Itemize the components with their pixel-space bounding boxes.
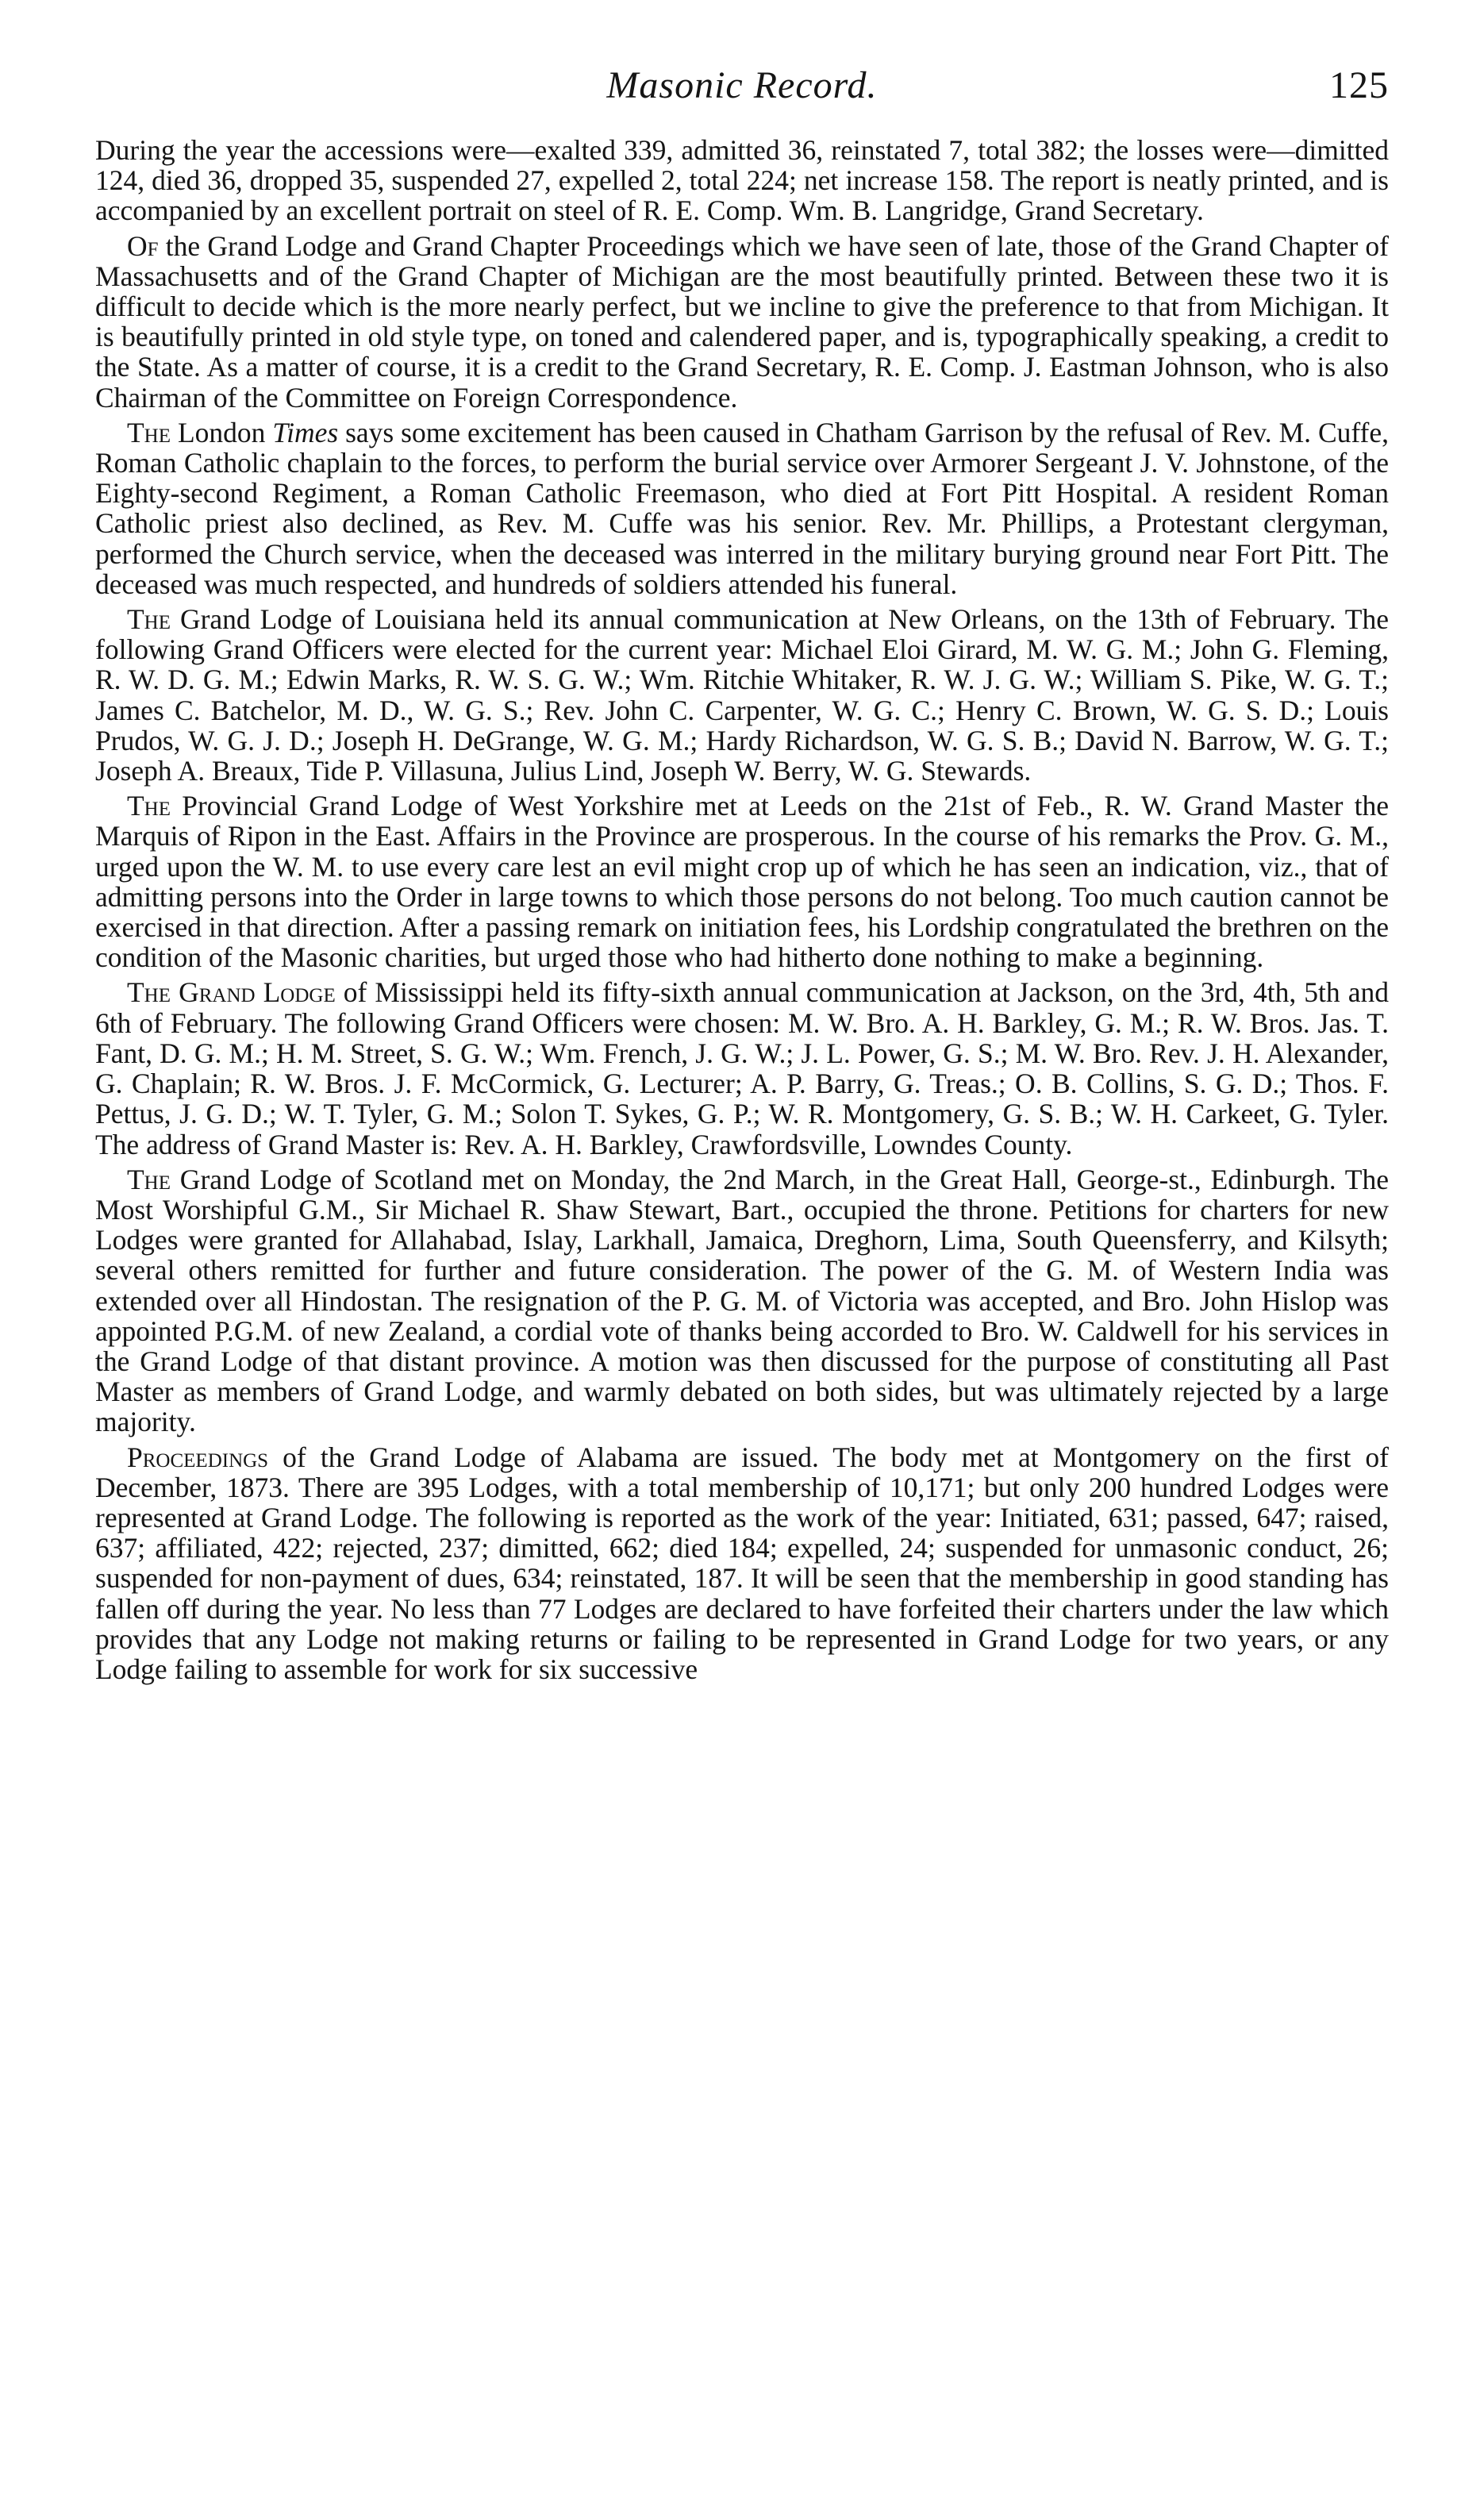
paragraph-lead: Of bbox=[127, 229, 159, 262]
paragraph-chatham-garrison bbox=[95, 418, 1389, 599]
paragraph-lead: The Grand Lodge bbox=[127, 976, 336, 1009]
paragraph-lead: The bbox=[127, 603, 171, 636]
running-title: Masonic Record. bbox=[606, 64, 878, 106]
article-body bbox=[95, 135, 1389, 1684]
paragraph-alabama bbox=[95, 1442, 1389, 1685]
page bbox=[95, 63, 1389, 1689]
paragraph-text: of the Grand Lodge of Alabama are issued. The body met at Montgomery on the first of December, 1873. There are 395 Lodges, with a total membership of 10,171; but only 200 hundred Lodges were represented at Grand Lodge. The following is reported as the work of the year: Initiated, 631; passed, 647; raised, 637; affiliated, 422; rejected, 237; dimitted, 662; died 184; expelled, 24; suspended for unmasonic conduct, 26; suspended for non-payment of dues, 634; reinstated, 187. It will be seen that the membership in good standing has fallen off during the year. No less than 77 Lodges are declared to have forfeited their charters under the law which provides that any Lodge not making returns or failing to be represented in Grand Lodge for two years, or any Lodge failing to assemble for work for six successive bbox=[95, 1441, 1389, 1685]
paragraph-text: says some excitement has been caused in Chatham Garrison by the refusal of Rev. M. Cuffe, Roman Catholic chaplain to the forces, to perform the burial service over Armorer Sergeant J. V. Johnstone, of the Eighty-second Regiment, a Roman Catholic Freemason, who died at Fort Pitt Hospital. A resident Roman Catholic priest also declined, as Rev. M. Cuffe was his senior. Rev. Mr. Phillips, a Protestant clergyman, performed the Church service, when the deceased was interred in the military burying ground near Fort Pitt. The deceased was much respected, and hundreds of soldiers attended his funeral. bbox=[95, 416, 1390, 600]
paragraph-text: Grand Lodge of Scotland met on Monday, the 2nd March, in the Great Hall, George-st., Edinburgh. The Most Worshipful G.M., Sir Michael R. Shaw Stewart, Bart., occupied the throne. Petitions for charters for new Lodges were granted for Allahabad, Islay, Larkhall, Jamaica, Dreghorn, Lima, South Queensferry, and Kilsyth; several others remitted for further and future consideration. The power of the G. M. of Western India was extended over all Hindostan. The resignation of the P. G. M. of Victoria was accepted, and Bro. John Hislop was appointed P.G.M. of new Zealand, a cordial vote of thanks being accorded to Bro. W. Caldwell for his services in the Grand Lodge of that distant province. A motion was then discussed for the purpose of constituting all Past Master as members of Grand Lodge, and warmly debated on both sides, but was ultimately rejected by a large majority. bbox=[95, 1163, 1389, 1438]
paragraph-accessions bbox=[95, 135, 1389, 226]
paragraph-lead: The bbox=[127, 1163, 171, 1195]
paragraph-italic-title: Times bbox=[272, 416, 339, 448]
paragraph-text: Grand Lodge of Louisiana held its annual communication at New Orleans, on the 13th of February. The following Grand Officers were elected for the current year: Michael Eloi Girard, M. W. G. M.; John G. Fleming, R. W. D. G. M.; Edwin Marks, R. W. S. G. W.; Wm. Ritchie Whitaker, R. W. J. G. W.; William S. Pike, W. G. T.; James C. Batchelor, M. D., W. G. S.; Rev. John C. Carpenter, W. G. C.; Henry C. Brown, W. G. S. D.; Louis Prudos, W. G. J. D.; Joseph H. DeGrange, W. G. M.; Hardy Richardson, W. G. S. B.; David N. Barrow, W. G. T.; Joseph A. Breaux, Tide P. Villasuna, Julius Lind, Joseph W. Berry, W. G. Stewards. bbox=[95, 603, 1389, 787]
paragraph-scotland bbox=[95, 1164, 1389, 1437]
paragraph-west-yorkshire bbox=[95, 791, 1389, 972]
paragraph-lead: Proceedings bbox=[127, 1441, 269, 1473]
paragraph-text: During the year the accessions were—exalted 339, admitted 36, reinstated 7, total 382; the losses were—dimitted 124, died 36, dropped 35, suspended 27, expelled 2, total 224; net increase 158. The report is neatly printed, and is accompanied by an excellent portrait on steel of R. E. Comp. Wm. B. Langridge, Grand Secretary. bbox=[95, 134, 1389, 227]
paragraph-text: the Grand Lodge and Grand Chapter Proceedings which we have seen of late, those of the Grand Chapter of Massachusetts and of the Grand Chapter of Michigan are the most beautifully printed. Between these two it is difficult to decide which is the more nearly perfect, but we incline to give the preference to that from Michigan. It is beautifully printed in old style type, on toned and calendered paper, and is, typographically speaking, a credit to the State. As a matter of course, it is a credit to the Grand Secretary, R. E. Comp. J. Eastman Johnson, who is also Chairman of the Committee on Foreign Correspondence. bbox=[95, 229, 1389, 414]
paragraph-mississippi bbox=[95, 977, 1389, 1159]
paragraph-text: London bbox=[171, 416, 273, 448]
paragraph-louisiana bbox=[95, 604, 1389, 786]
paragraph-lead: The bbox=[127, 790, 171, 822]
paragraph-printed-proceedings bbox=[95, 231, 1389, 413]
paragraph-lead: The bbox=[127, 416, 171, 448]
paragraph-text: of Mississippi held its fifty-sixth annual communication at Jackson, on the 3rd, 4th, 5th and 6th of February. The following Grand Officers were chosen: M. W. Bro. A. H. Barkley, G. M.; R. W. Bros. Jas. T. Fant, D. G. M.; H. M. Street, S. G. W.; Wm. French, J. G. W.; J. L. Power, G. S.; M. W. Bro. Rev. J. H. Alexander, G. Chaplain; R. W. Bros. J. F. McCormick, G. Lecturer; A. P. Barry, G. Treas.; O. B. Collins, S. G. D.; Thos. F. Pettus, J. G. D.; W. T. Tyler, G. M.; Solon T. Sykes, G. P.; W. R. Montgomery, G. S. B.; W. H. Carkeet, G. Tyler. The address of Grand Master is: Rev. A. H. Barkley, Crawfordsville, Lowndes County. bbox=[95, 976, 1389, 1160]
page-number: 125 bbox=[1329, 64, 1389, 106]
page-header bbox=[95, 63, 1389, 135]
paragraph-text: Provincial Grand Lodge of West Yorkshire met at Leeds on the 21st of Feb., R. W. Grand Master the Marquis of Ripon in the East. Affairs in the Province are prosperous. In the course of his remarks the Prov. G. M., urged upon the W. M. to use every care lest an evil might crop up of which he has seen an indication, viz., that of admitting persons into the Order in large towns to which those persons do not belong. Too much caution cannot be exercised in that direction. After a passing remark on initiation fees, his Lordship congratulated the brethren on the condition of the Masonic charities, but urged those who had hitherto done nothing to make a beginning. bbox=[95, 790, 1389, 974]
